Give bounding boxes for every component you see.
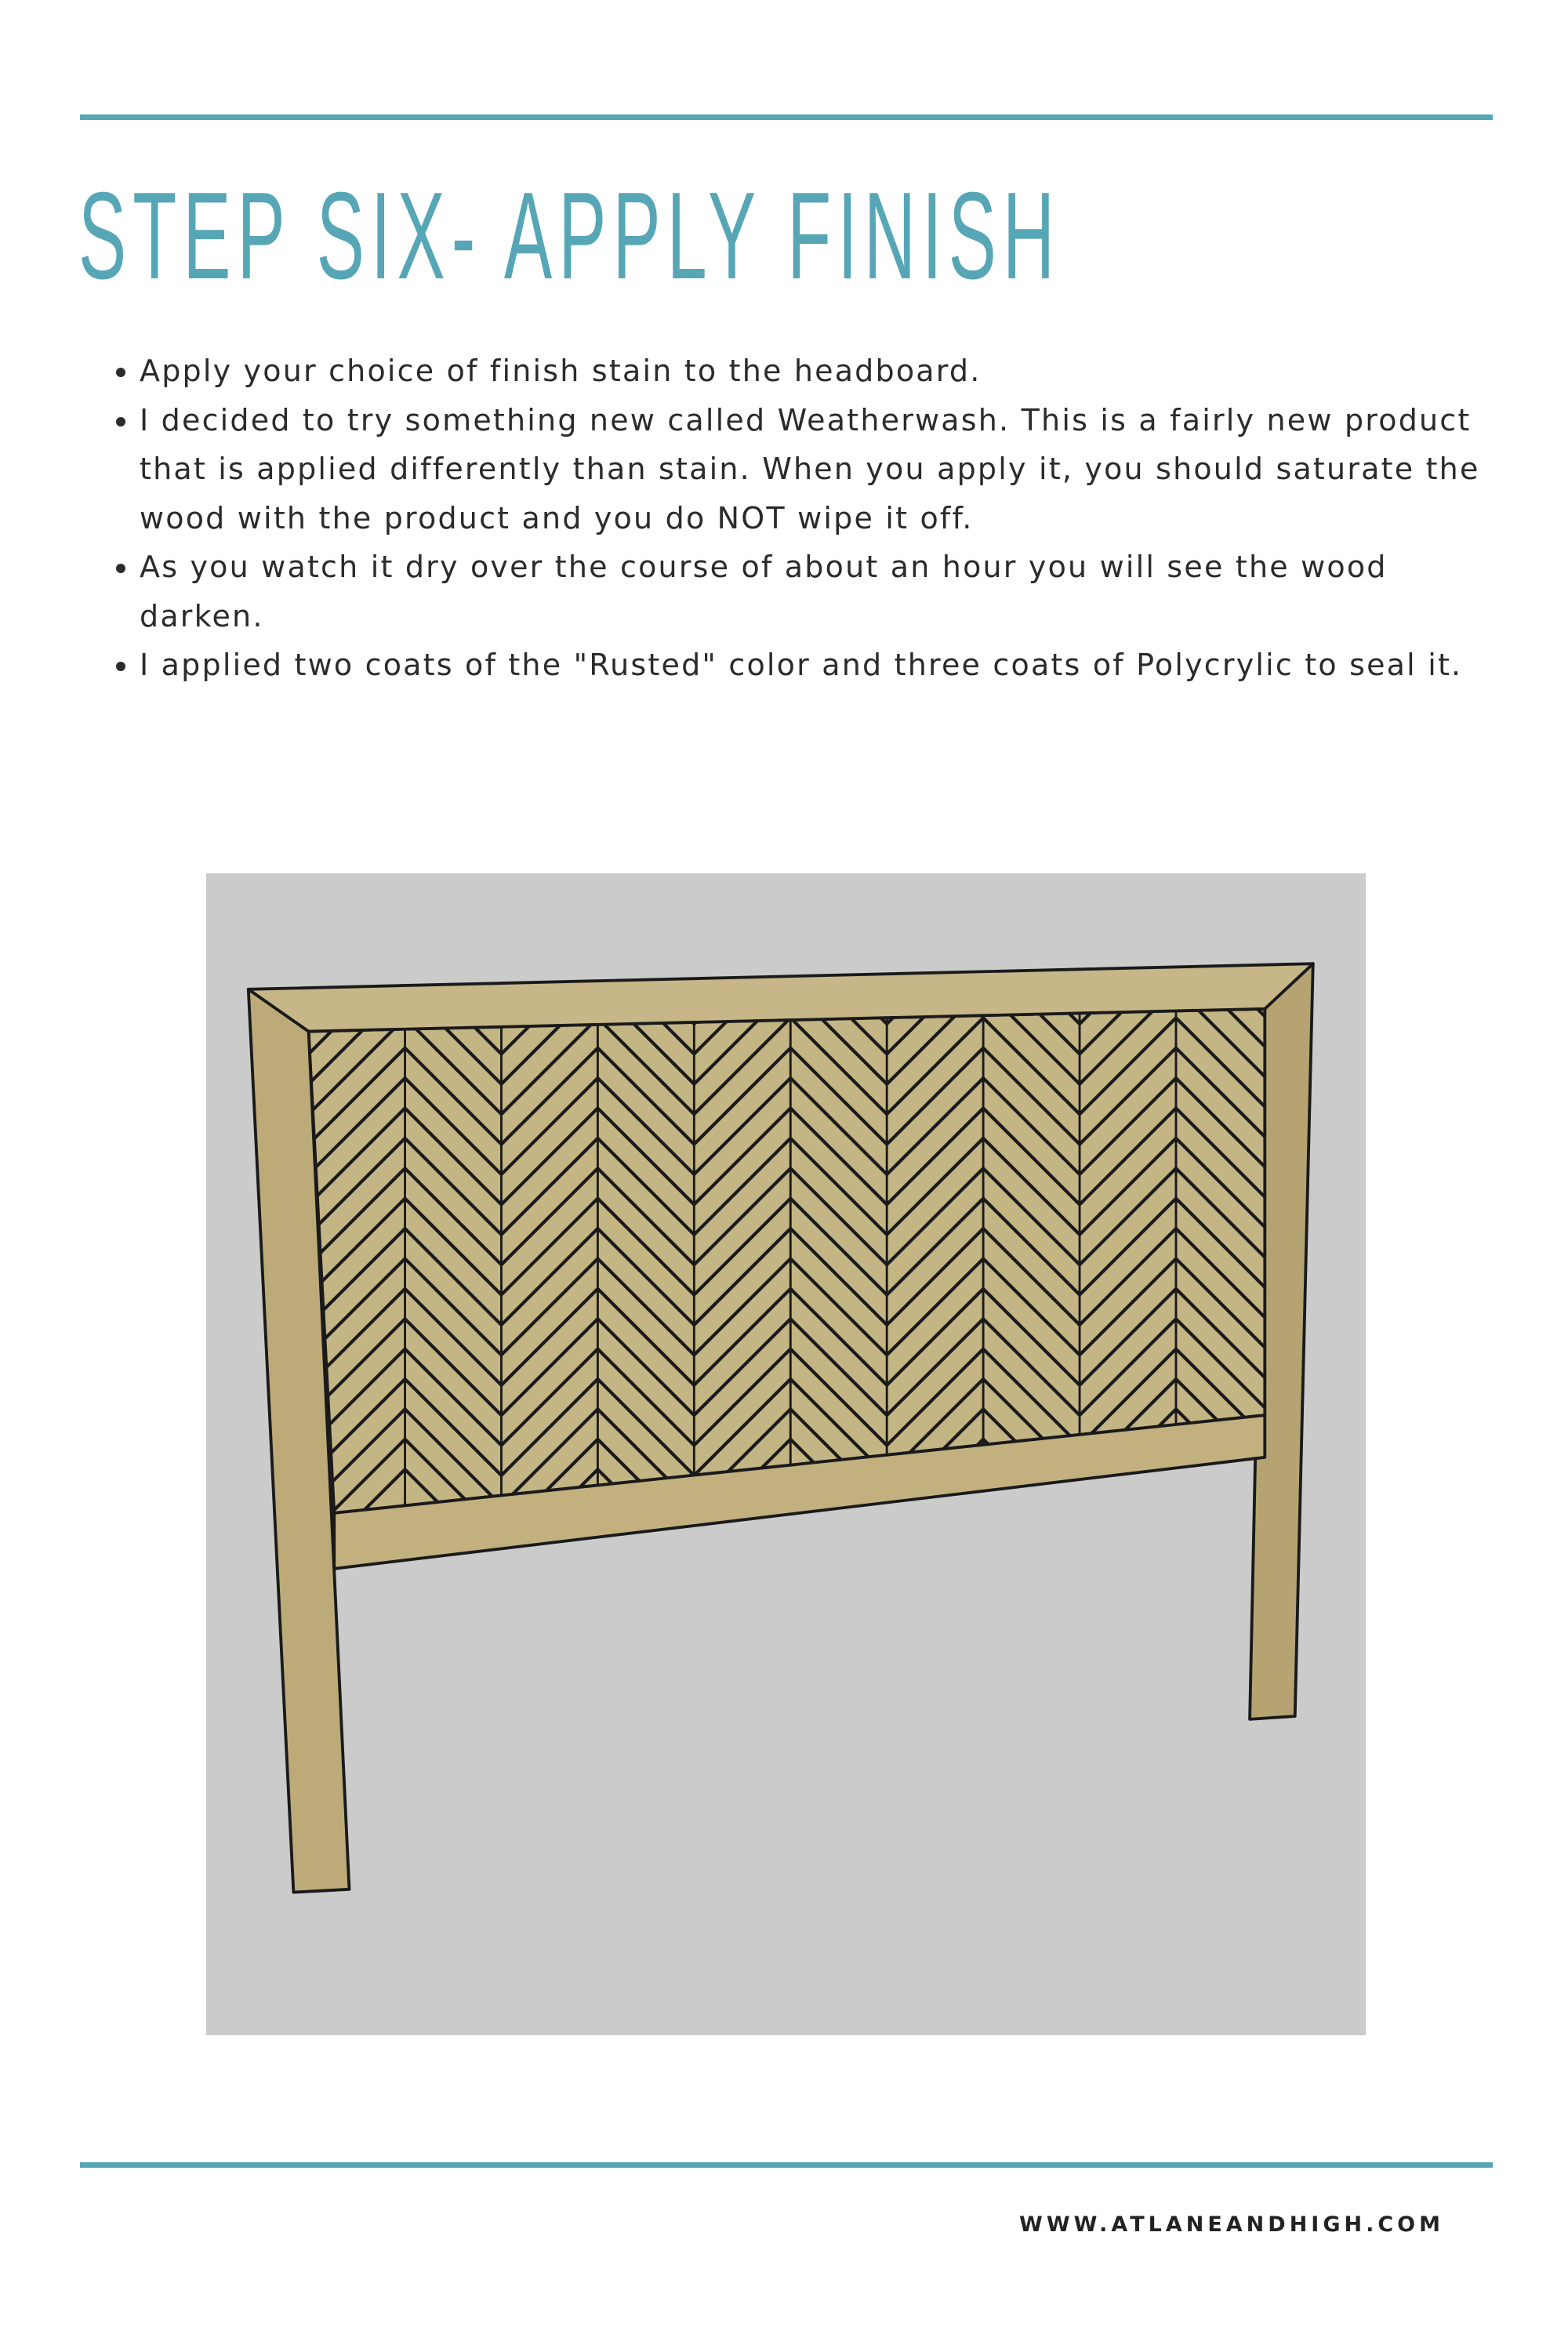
page-title: STEP SIX- APPLY FINISH [78,167,1062,305]
plank-edge [694,873,790,964]
list-item: • Apply your choice of finish stain to the headboard. [140,347,1512,396]
list-item: • I decided to try something new called Weatherwash. This is a fairly new product that is applied differently than stain. When you apply it, you should saturate the wood with the product and you do NOT wipe it off. [140,396,1512,543]
plank-edge [1080,873,1176,964]
plank-edge [405,873,502,934]
plank-edge [887,873,983,964]
website-url: WWW.ATLANEANDHIGH.COM [1019,2212,1444,2237]
plank-edge [309,873,405,934]
plank-edge [1176,873,1272,964]
plank-edge [405,898,502,994]
plank-edge [694,873,790,934]
plank-edge [501,873,597,934]
plank-edge [501,873,597,964]
bottom-divider [80,2162,1493,2168]
plank-edge [1272,873,1366,934]
plank-edge [983,873,1080,964]
plank-edge [405,873,502,964]
plank-edge [309,873,405,964]
plank-edge [790,873,887,934]
plank-edge [597,873,694,964]
plank-edge [1272,873,1366,964]
plank-edge [501,898,597,994]
plank-edge [1080,1469,1176,1566]
plank-edge [309,898,405,994]
top-divider [80,114,1493,120]
plank-edge [1080,873,1176,934]
headboard-illustration [206,873,1366,2035]
plank-edge [983,873,1080,934]
plank-edge [1176,873,1272,934]
plank-edge [790,873,887,964]
plank-edge [597,873,694,934]
herringbone-headboard-image [206,873,1366,2035]
list-item: • As you watch it dry over the course of about an hour you will see the wood darken. [140,543,1512,641]
plank-edge [887,873,983,934]
instruction-list [102,347,1512,690]
list-item: • I applied two coats of the "Rusted" color and three coats of Polycrylic to seal it. [140,641,1512,690]
